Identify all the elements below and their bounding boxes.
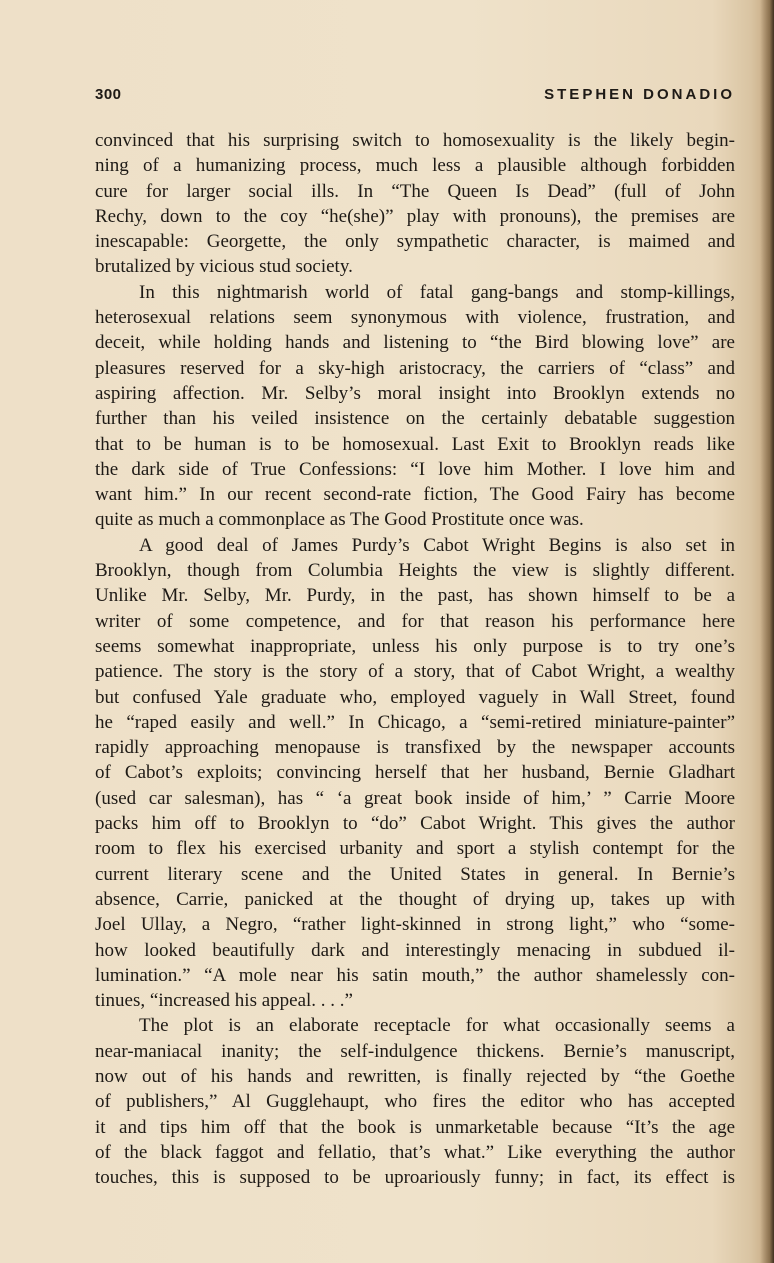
paragraph [95,280,735,533]
text-line: writer of some competence, and for that reason his performance here [95,610,735,632]
text-line: ning of a humanizing process, much less a plausible although forbidden [95,155,735,177]
text-line: pleasures reserved for a sky-high aristocracy, the carriers of “class” and [95,357,735,379]
text-line: convinced that his surprising switch to homosexuality is the likely begin- [95,130,735,151]
text-line: room to flex his exercised urbanity and sport a stylish contempt for the [95,838,735,860]
paragraph [95,533,735,1014]
text-line: absence, Carrie, panicked at the thought of drying up, takes up with [95,888,735,910]
text-line: current literary scene and the United States in general. In Bernie’s [95,863,735,885]
text-line: A good deal of James Purdy’s Cabot Wright Begins is also set in [139,534,735,556]
text-line: touches, this is supposed to be uproariously funny; in fact, its effect is [95,1167,735,1189]
paragraph [95,128,735,280]
text-line: the dark side of True Confessions: “I love him Mother. I love him and [95,458,735,480]
text-line: inescapable: Georgette, the only sympathetic character, is maimed and [95,231,735,253]
running-head: STEPHEN DONADIO [544,86,735,103]
text-line: packs him off to Brooklyn to “do” Cabot Wright. This gives the author [95,813,735,835]
text-line: (used car salesman), has “ ‘a great book inside of him,’ ” Carrie Moore [95,787,735,809]
text-line: how looked beautifully dark and interestingly menacing in subdued il- [95,939,735,961]
text-line: cure for larger social ills. In “The Queen Is Dead” (full of John [95,180,735,202]
text-line: aspiring affection. Mr. Selby’s moral insight into Brooklyn extends no [95,382,735,404]
paragraph [95,1013,735,1190]
text-line: he “raped easily and well.” In Chicago, a “semi-retired miniature-painter” [95,711,735,733]
text-line: of the black faggot and fellatio, that’s what.” Like everything the author [95,1141,735,1163]
text-line: seems somewhat inappropriate, unless his only purpose is to try one’s [95,635,735,657]
text-line: that to be human is to be homosexual. Last Exit to Brooklyn reads like [95,433,735,455]
page-header [95,86,735,110]
body-text [95,128,735,1190]
text-line: patience. The story is the story of a story, that of Cabot Wright, a wealthy [95,661,735,683]
text-line: lumination.” “A mole near his satin mouth,” the author shamelessly con- [95,964,735,986]
text-line: brutalized by vicious stud society. [95,256,353,278]
text-line: rapidly approaching menopause is transfixed by the newspaper accounts [95,737,735,759]
text-line: of publishers,” Al Gugglehaupt, who fires the editor who has accepted [95,1091,735,1113]
text-line: near-maniacal inanity; the self-indulgence thickens. Bernie’s manuscript, [95,1040,735,1062]
text-line: heterosexual relations seem synonymous with violence, frustration, and [95,307,735,329]
text-line: but confused Yale graduate who, employed vaguely in Wall Street, found [95,686,735,708]
text-line: quite as much a commonplace as The Good Prostitute once was. [95,509,584,531]
text-line: deceit, while holding hands and listening to “the Bird blowing love” are [95,332,735,354]
text-line: want him.” In our recent second-rate fiction, The Good Fairy has become [95,484,735,506]
text-line: The plot is an elaborate receptacle for what occasionally seems a [139,1015,735,1037]
text-line: tinues, “increased his appeal. . . .” [95,990,353,1012]
text-line: it and tips him off that the book is unmarketable because “It’s the age [95,1116,735,1138]
text-line: In this nightmarish world of fatal gang-bangs and stomp-killings, [139,281,735,303]
text-line: Rechy, down to the coy “he(she)” play with pronouns), the premises are [95,205,735,227]
text-line: further than his veiled insistence on the certainly debatable suggestion [95,408,735,430]
spine-shadow [760,0,774,1263]
text-line: of Cabot’s exploits; convincing herself that her husband, Bernie Gladhart [95,762,735,784]
text-line: Joel Ullay, a Negro, “rather light-skinned in strong light,” who “some- [95,914,735,936]
page-number: 300 [95,86,122,103]
text-line: now out of his hands and rewritten, is finally rejected by “the Goethe [95,1065,735,1087]
text-line: Unlike Mr. Selby, Mr. Purdy, in the past, has shown himself to be a [95,585,735,607]
text-line: Brooklyn, though from Columbia Heights the view is slightly different. [95,560,735,582]
